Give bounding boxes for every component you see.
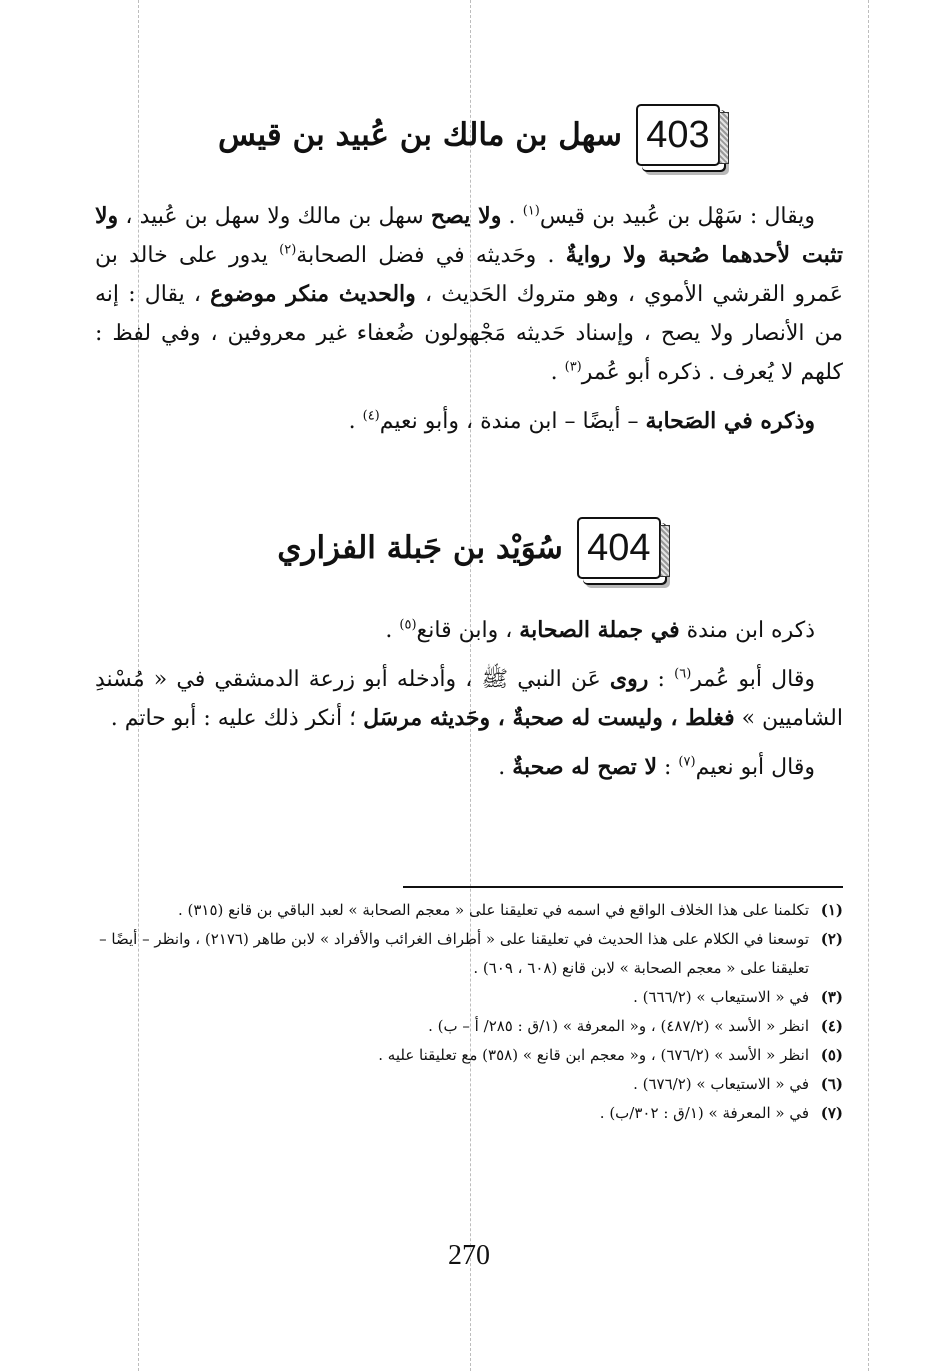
page-number: 270 [448, 1240, 490, 1271]
bold-phrase: ولا يصح [430, 203, 502, 229]
text-run: ، يقال : إنه من الأنصار ولا يصح ، وإسناد حَديثه مَجْهولون ضُعفاء غير معروفين ، وفي لفظ : كلهم لا يُعرف . ذكره أبو عُمر [95, 282, 843, 385]
footnote [95, 925, 843, 983]
paragraph [95, 197, 843, 392]
footnote-ref[interactable]: (٤) [362, 408, 380, 424]
footnote-text: في « الاستيعاب » (٦٧٦/٢) . [633, 1075, 809, 1093]
footnote [95, 1012, 843, 1041]
footnote-mark: (١) [820, 901, 843, 919]
footnote-mark: (٢) [820, 930, 843, 948]
right-margin-guide [868, 0, 869, 1371]
paragraph [95, 611, 843, 650]
footnote-mark: (٤) [820, 1017, 843, 1035]
text-run: ، وابن قانع [416, 618, 520, 643]
text-run: . وحَديثه في فضل الصحابة [296, 243, 566, 268]
footnote [95, 983, 843, 1012]
footnote-ref[interactable]: (٣) [564, 359, 582, 375]
text-run: . [385, 618, 400, 643]
entry-name: سهل بن مالك بن عُبيد بن قيس [218, 117, 622, 153]
paragraph [95, 660, 843, 738]
footnote-ref[interactable]: (٧) [678, 754, 696, 770]
text-run: . [501, 204, 523, 229]
footnote-ref[interactable]: (٢) [279, 242, 297, 258]
footnote-mark: (٧) [820, 1104, 843, 1122]
text-run: عَن النبي ﷺ ، وأدخله أبو زرعة الدمشقي في « مُسْندِ الشاميين » [95, 667, 843, 731]
footnote-text: تكلمنا على هذا الخلاف الواقع في اسمه في تعليقنا على « معجم الصحابة » لعبد الباقي بن قانع (٣١٥) . [177, 901, 809, 919]
footnote-text: انظر « الأسد » (٦٧٦/٢) ، و« معجم ابن قانع » (٣٥٨) مع تعليقنا عليه . [378, 1046, 809, 1064]
text-run: . [348, 409, 363, 434]
bold-phrase: فغلط ، وليست له صحبةٌ ، وحَديثه مرسَل [363, 705, 735, 731]
text-run: : [657, 755, 679, 780]
bold-phrase: في جملة الصحابة [519, 617, 680, 643]
footnote [95, 896, 843, 925]
footnote-text: في « الاستيعاب » (٦٦٦/٢) . [633, 988, 809, 1006]
footnote-text: توسعنا في الكلام على هذا الحديث في تعليقنا على « أطراف الغرائب والأفراد » لابن طاهر (٢١٧٦) ، وانظر – أيضًا – تعليقنا على « معجم الصحابة » لابن قانع (٦٠٨ ، ٦٠٩) . [99, 930, 809, 977]
text-run: – أيضًا – ابن مندة ، وأبو نعيم [379, 409, 646, 434]
text-run: ؛ أنكر ذلك عليه : أبو حاتم . [110, 706, 364, 731]
footnotes [95, 896, 843, 1128]
paragraph [95, 402, 843, 441]
bold-phrase: لا تصح له صحبةٌ [512, 754, 658, 780]
text-run: سهل بن مالك ولا سهل بن عُبيد ، [118, 204, 431, 229]
bold-phrase: والحديث منكر موضوع [210, 281, 416, 307]
footnote-mark: (٣) [820, 988, 843, 1006]
bold-phrase: روى [609, 666, 649, 692]
entry-403-heading [95, 104, 843, 166]
text-run: . [550, 360, 565, 385]
footnote-ref[interactable]: (٦) [674, 666, 692, 682]
footnote-text: انظر « الأسد » (٤٨٧/٢) ، و« المعرفة » (١/ق : ٢٨٥/ أ – ب) . [428, 1017, 809, 1035]
footnote-mark: (٦) [820, 1075, 843, 1093]
footnote [95, 1041, 843, 1070]
text-run: يدور على خالد بن عَمرو القرشي الأموي ، وهو متروك الحَديث ، [95, 243, 844, 307]
text-run: ويقال : سَهْل بن عُبيد بن قيس [539, 204, 816, 229]
footnote-text: في « المعرفة » (١/ق : ٣٠٢/ب) . [599, 1104, 809, 1122]
footnote-mark: (٥) [820, 1046, 843, 1064]
footnote [95, 1070, 843, 1099]
text-run: . [498, 755, 513, 780]
text-run: ذكره ابن مندة [679, 618, 815, 643]
entry-403-body [95, 197, 843, 441]
text-run: وقال أبو نعيم [695, 755, 815, 780]
entry-404-heading [95, 517, 843, 579]
text-run: : [648, 667, 675, 692]
footnote-divider [403, 886, 843, 888]
footnote-ref[interactable]: (٥) [399, 617, 417, 633]
entry-404-body [95, 611, 843, 787]
entry-number-box: 404 [577, 517, 661, 579]
text-run: وقال أبو عُمر [691, 667, 816, 692]
entry-number-box: 403 [636, 104, 720, 166]
bold-phrase: وذكره في الصَحابة [645, 408, 815, 434]
bold-phrase: ولا تثبت لأحدهما صُحبة ولا روايةٌ [95, 203, 843, 268]
footnote-ref[interactable]: (١) [522, 203, 540, 219]
entry-name: سُوَيْد بن جَبلة الفزاري [277, 530, 563, 566]
footnote [95, 1099, 843, 1128]
paragraph [95, 748, 843, 787]
